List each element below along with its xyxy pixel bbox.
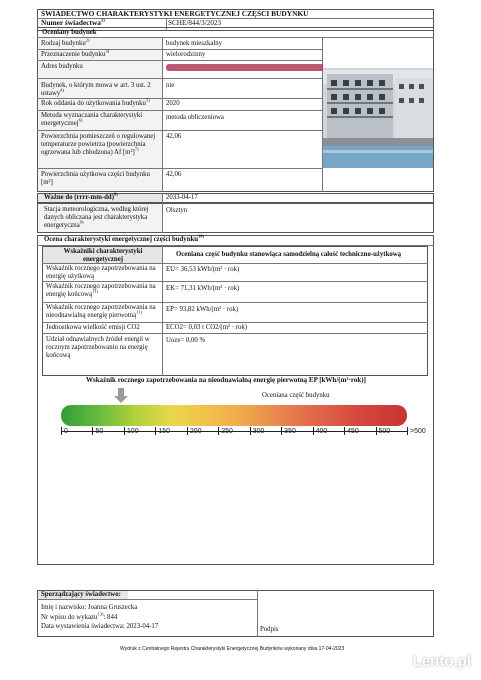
year-value: 2020 — [166, 100, 180, 107]
prepared-title: Sporządzający świadectwo: — [41, 591, 121, 598]
eu-value: EU= 36,53 kWh/(m² · rok) — [166, 266, 240, 273]
building-purpose-label: Przeznaczenie budynku$^{3)}$ — [41, 48, 110, 58]
year-label: Rok oddania do użytkowania budynku$^{5)}$ — [41, 97, 150, 107]
ep-label: Wskaźnik rocznego zapotrzebowania na nieodnawialną energię pierwotną$^{11)}$ — [46, 304, 156, 319]
scale-tick — [92, 427, 93, 435]
scale-tick — [155, 427, 156, 435]
scale-tick — [61, 427, 62, 435]
scale-tick-label: >500 — [410, 428, 426, 435]
station-label: Stacja meteorologiczna, według której danych obliczana jest charakterystyka energetyczna$^{9)}$ — [44, 206, 149, 229]
station-value: Olsztyn — [166, 207, 188, 214]
footer-note: Wydruk z Centralnego Rejestru Charakterystyki Energetycznej Budynków wykonany dnia 17-04-2023 — [120, 646, 345, 652]
document-title: ŚWIADECTWO CHARAKTERYSTYKI ENERGETYCZNEJ CZĘŚCI BUDYNKU — [41, 9, 309, 18]
scale-tick — [218, 427, 219, 435]
scale-tick-label: 300 — [252, 428, 265, 435]
method-value: metoda obliczeniowa — [166, 114, 224, 121]
scale-tick-label: 100 — [126, 428, 139, 435]
address-redacted — [166, 64, 334, 71]
watermark-logo: Lento.pl — [412, 653, 471, 670]
author-name: Imię i nazwisko: Joanna Gruszecka — [41, 604, 138, 611]
heated-area-value: 42,06 — [166, 133, 182, 140]
scale-tick-label: 450 — [347, 428, 359, 435]
eu-label: Wskaźnik rocznego zapotrzebowania na energię użytkową — [46, 265, 156, 280]
scale-marker-label: Oceniana część budynku — [262, 392, 330, 399]
scale-tick-label: 0 — [64, 428, 68, 435]
art3-label: Budynek, o którym mowa w art. 3 ust. 2 ustawy$^{4)}$ — [41, 82, 151, 97]
building-address-label: Adres budynku — [41, 63, 83, 70]
building-type-label: Rodzaj budynku$^{2)}$ — [41, 37, 90, 47]
issue-date: Data wystawienia świadectwa: 2023-04-17 — [41, 623, 159, 630]
co2-label: Jednostkowa wielkość emisji CO2 — [46, 324, 140, 331]
scale-tick-label: 250 — [221, 428, 233, 435]
art3-value: nie — [166, 82, 175, 89]
scale-title: Wskaźnik rocznego zapotrzebowania na nieodnawialną energię pierwotną EP [kWh/(m²·rok)] — [86, 376, 366, 384]
ek-label: Wskaźnik rocznego zapotrzebowania na energię końcową$^{11)}$ — [46, 283, 156, 298]
ek-value: EK= 71,31 kWh/(m² · rok) — [166, 285, 240, 292]
evaluation-title: Ocena charakterystyki energetycznej części budynku$^{10)}$ — [44, 233, 205, 243]
building-purpose-value: wielorodzinny — [166, 51, 206, 58]
part-header: Oceniana część budynku stanowiąca samodzielną całość techniczno-użytkową — [176, 251, 402, 258]
valid-until-value: 2033-04-17 — [166, 194, 198, 201]
scale-tick-label: 200 — [189, 428, 202, 435]
scale-tick — [313, 427, 314, 435]
scale-tick-label: 400 — [315, 428, 328, 435]
heated-area-label: Powierzchnia pomieszczeń o regulowanej temperaturze powietrza (powierzchnia ogrzewana lub chłodzona) Af $[m^2]^{7)}$ — [41, 133, 156, 156]
signature-label: Podpis — [260, 626, 279, 633]
method-label: Metoda wyznaczania charakterystyki energetycznej$^{6)}$ — [41, 112, 143, 127]
ep-value: EP= 93,82 kWh/(m² · rok) — [166, 306, 239, 313]
certificate-number-value: SCHE/844/3/2023 — [168, 19, 222, 27]
scale-tick — [250, 427, 251, 435]
energy-scale-bar — [61, 405, 407, 426]
scale-tick — [376, 427, 377, 435]
valid-until-label: Ważne do (rrrr-mm-dd)$^{8)}$ — [44, 191, 118, 201]
scale-tick-label: 350 — [284, 428, 296, 435]
scale-tick — [124, 427, 125, 435]
usable-area-label: Powierzchnia użytkowa części budynku [m²] — [41, 171, 150, 186]
scale-tick-label: 50 — [95, 428, 104, 435]
scale-arrow-icon — [113, 388, 129, 404]
indicators-header: Wskaźniki charakterystyki energetycznej — [63, 248, 143, 263]
scale-tick — [344, 427, 345, 435]
scale-tick — [407, 427, 408, 435]
scale-tick — [281, 427, 282, 435]
certificate-number-label: Numer świadectwa$^{1)}$ — [41, 17, 105, 27]
building-type-value: budynek mieszkalny — [166, 40, 223, 47]
co2-value: ECO2= 0,03 t CO2/(m² · rok) — [166, 324, 248, 331]
scale-tick-label: 500 — [378, 428, 391, 435]
scale-tick — [187, 427, 188, 435]
list-number: Nr wpisu do wykazu$^{13)}$: 844 — [41, 611, 118, 621]
building-section-title: Oceniany budynek — [42, 29, 97, 36]
oze-label: Udział odnawialnych źródeł energii w rocznym zapotrzebowaniu na energię końcową — [46, 336, 150, 359]
oze-value: Uoze= 0,00 % — [166, 337, 206, 344]
building-photo — [323, 38, 433, 191]
usable-area-value: 42,06 — [166, 171, 182, 178]
scale-tick-label: 150 — [158, 428, 171, 435]
